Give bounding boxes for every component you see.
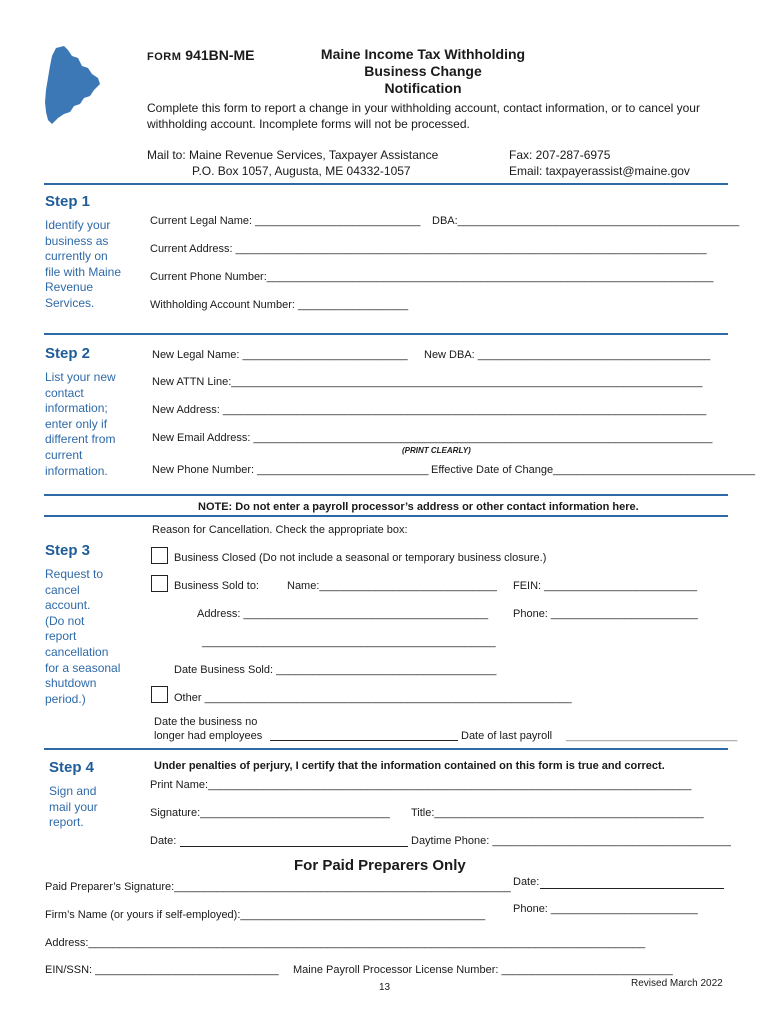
no-employees-label-1: Date the business no	[154, 716, 258, 728]
buyer-address-line-2[interactable]: ________________________________________________	[202, 636, 496, 648]
title-line-1: Maine Income Tax Withholding	[320, 46, 526, 62]
buyer-name-field[interactable]: Name:_____________________________	[287, 580, 497, 592]
cancellation-reason-label: Reason for Cancellation. Check the appropriate box:	[152, 524, 408, 536]
step3-desc-line: period.)	[45, 691, 86, 706]
mail-line-1: Mail to: Maine Revenue Services, Taxpayer Assistance	[147, 148, 439, 162]
step2-desc-line: current	[45, 447, 83, 462]
step1-desc-line: business as	[45, 233, 109, 248]
other-reason-field[interactable]: Other ____________________________________________________________	[174, 692, 572, 704]
business-sold-label: Business Sold to:	[174, 580, 259, 592]
form-number-value: 941BN-ME	[185, 47, 255, 63]
preparer-address-field[interactable]: Address:___________________________________________________________________________________________	[45, 937, 646, 949]
business-closed-checkbox[interactable]	[151, 547, 168, 564]
step2-title: Step 2	[45, 345, 91, 362]
divider-step3	[44, 748, 728, 750]
intro-line-1: Complete this form to report a change in your withholding account, contact information, or to cancel your	[147, 101, 700, 115]
step1-desc-line: Services.	[45, 295, 95, 310]
step3-desc-line: report	[45, 629, 77, 644]
step4-desc-line: mail your	[49, 799, 98, 814]
divider-header	[44, 183, 728, 185]
current-legal-name-field[interactable]: Current Legal Name: ___________________________	[150, 215, 421, 227]
form-title	[300, 46, 546, 97]
last-payroll-date-field[interactable]: ____________________________	[566, 730, 738, 742]
step3-desc-line: cancellation	[45, 644, 109, 659]
step1-desc-line: file with Maine	[45, 264, 122, 279]
step3-desc-line: account.	[45, 598, 91, 613]
title-line-2: Business Change	[364, 63, 482, 79]
page-number: 13	[379, 982, 391, 993]
signature-field[interactable]: Signature:_______________________________	[150, 807, 390, 819]
step3-title: Step 3	[45, 542, 91, 559]
perjury-statement: Under penalties of perjury, I certify that the information contained on this form is true and correct.	[154, 760, 665, 772]
license-number-field[interactable]: Maine Payroll Processor License Number: ____________________________	[293, 964, 673, 976]
step2-desc-line: enter only if	[45, 416, 108, 431]
buyer-phone-field[interactable]: Phone: ________________________	[513, 608, 698, 620]
form-number	[147, 47, 255, 63]
ein-ssn-field[interactable]: EIN/SSN: ______________________________	[45, 964, 279, 976]
step3-desc-line: shutdown	[45, 676, 97, 691]
payroll-note: NOTE: Do not enter a payroll processor’s address or other contact information here.	[198, 501, 639, 513]
step4-desc-line: Sign and	[49, 784, 97, 798]
current-dba-field[interactable]: DBA:______________________________________________	[432, 215, 740, 227]
buyer-fein-field[interactable]: FEIN: _________________________	[513, 580, 698, 592]
title-line-3: Notification	[384, 80, 462, 96]
step4-description	[49, 784, 139, 831]
new-dba-field[interactable]: New DBA: ______________________________________	[424, 349, 711, 361]
step3-desc-line: Request to	[45, 567, 104, 581]
preparer-signature-field[interactable]: Paid Preparer’s Signature:_______________________________________________________	[45, 881, 511, 893]
print-name-field[interactable]: Print Name:_______________________________________________________________________________	[150, 779, 692, 791]
step3-description	[45, 567, 140, 707]
new-attn-field[interactable]: New ATTN Line:_____________________________________________________________________________	[152, 376, 703, 388]
step3-desc-line: cancel	[45, 582, 80, 597]
preparer-phone-field[interactable]: Phone: ________________________	[513, 903, 698, 915]
business-closed-label: Business Closed (Do not include a seasonal or temporary business closure.)	[174, 552, 547, 564]
step1-title: Step 1	[45, 193, 91, 210]
title-field[interactable]: Title:____________________________________________	[411, 807, 704, 819]
form-prefix: FORM	[147, 51, 182, 63]
business-sold-checkbox[interactable]	[151, 575, 168, 592]
step2-desc-line: information;	[45, 401, 108, 416]
step2-description	[45, 370, 140, 479]
firm-name-field[interactable]: Firm’s Name (or yours if self-employed):________________________________________	[45, 909, 486, 921]
step3-desc-line: for a seasonal	[45, 660, 121, 675]
effective-date-field[interactable]: Effective Date of Change_________________________________	[431, 464, 755, 476]
maine-map-icon	[42, 44, 104, 126]
paid-preparers-heading: For Paid Preparers Only	[294, 857, 466, 874]
divider-step2	[44, 494, 728, 496]
step2-desc-line: different from	[45, 432, 116, 447]
date-label: Date:	[150, 835, 177, 847]
current-address-field[interactable]: Current Address: _____________________________________________________________________________	[150, 243, 707, 255]
step2-desc-line: information.	[45, 463, 108, 478]
daytime-phone-field[interactable]: Daytime Phone: _______________________________________	[411, 835, 731, 847]
step2-desc-line: List your new	[45, 370, 116, 384]
no-employees-label-2: longer had employees	[154, 730, 263, 742]
step1-desc-line: Identify your	[45, 218, 111, 232]
preparer-date-line[interactable]	[540, 888, 724, 889]
step1-desc-line: currently on	[45, 249, 108, 264]
step1-desc-line: Revenue	[45, 280, 94, 295]
new-legal-name-field[interactable]: New Legal Name: ___________________________	[152, 349, 408, 361]
new-email-field[interactable]: New Email Address: ___________________________________________________________________________	[152, 432, 713, 444]
divider-step1	[44, 333, 728, 335]
email: Email: taxpayerassist@maine.gov	[509, 164, 690, 178]
intro-line-2: withholding account. Incomplete forms will not be processed.	[147, 117, 470, 131]
no-employees-date-line[interactable]	[270, 740, 458, 741]
withholding-account-field[interactable]: Withholding Account Number: __________________	[150, 299, 409, 311]
current-phone-field[interactable]: Current Phone Number:_________________________________________________________________________	[150, 271, 714, 283]
new-phone-field[interactable]: New Phone Number: ____________________________	[152, 464, 429, 476]
new-address-field[interactable]: New Address: _______________________________________________________________________________	[152, 404, 707, 416]
buyer-address-field[interactable]: Address: ________________________________________	[197, 608, 489, 620]
divider-note	[44, 515, 728, 517]
step2-desc-line: contact	[45, 385, 84, 400]
step4-title: Step 4	[49, 759, 95, 776]
date-business-sold-field[interactable]: Date Business Sold: ____________________________________	[174, 664, 497, 676]
fax: Fax: 207-287-6975	[509, 148, 611, 162]
last-payroll-label: Date of last payroll	[461, 730, 553, 742]
step4-desc-line: report.	[49, 815, 84, 830]
print-clearly-label: (PRINT CLEARLY)	[402, 446, 471, 455]
step3-desc-line: (Do not	[45, 613, 85, 628]
revised-date: Revised March 2022	[631, 978, 723, 989]
preparer-date-label: Date:	[513, 876, 540, 888]
step1-description	[45, 218, 140, 312]
other-checkbox[interactable]	[151, 686, 168, 703]
mail-line-2: P.O. Box 1057, Augusta, ME 04332-1057	[192, 164, 411, 178]
date-line[interactable]	[180, 846, 408, 847]
